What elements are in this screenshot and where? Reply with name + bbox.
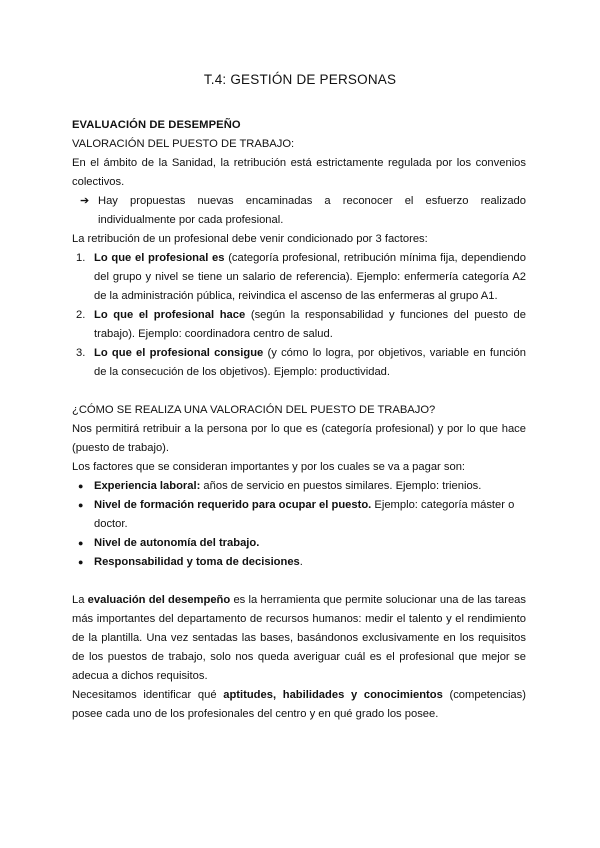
- factor-item: [72, 249, 526, 306]
- document-body: [72, 116, 526, 724]
- para-post: (competencias) posee cada uno de los profesionales del centro y en qué grado los posee.: [72, 689, 526, 720]
- bullet-icon: ●: [78, 481, 84, 491]
- para-bold: aptitudes, habilidades y conocimientos: [223, 689, 443, 701]
- factor-text: (según la responsabilidad y funciones del puesto de trabajo). Ejemplo: coordinadora centro de salud.: [94, 309, 526, 340]
- bullet-list: [72, 477, 526, 572]
- paragraph-evaluacion: [72, 591, 526, 686]
- bullet-bold: Nivel de formación requerido para ocupar el puesto.: [94, 499, 372, 511]
- paragraph-factores: La retribución de un profesional debe venir condicionado por 3 factores:: [72, 233, 428, 245]
- factor-bold: Lo que el profesional hace: [94, 309, 246, 321]
- bullet-item: [72, 496, 526, 534]
- factor-bold: Lo que el profesional es: [94, 252, 225, 264]
- factor-number: 2.: [76, 309, 86, 321]
- section-heading: EVALUACIÓN DE DESEMPEÑO: [72, 119, 241, 131]
- spacer: [72, 382, 526, 401]
- subheading-como: ¿CÓMO SE REALIZA UNA VALORACIÓN DEL PUESTO DE TRABAJO?: [72, 404, 436, 416]
- arrow-icon: ➔: [80, 195, 90, 207]
- paragraph-retribuir: Nos permitirá retribuir a la persona por lo que es (categoría profesional) y por lo que hace (puesto de trabajo).: [72, 423, 526, 454]
- bullet-bold: Nivel de autonomía del trabajo.: [94, 537, 260, 549]
- bullet-icon: ●: [78, 538, 84, 548]
- spacer: [72, 572, 526, 591]
- factor-number: 1.: [76, 252, 86, 264]
- bullet-text: Ejemplo: categoría máster o doctor.: [94, 499, 515, 530]
- factor-text: (y cómo lo logra, por objetivos, variable en función de la consecución de los objetivos). Ejemplo: productividad.: [94, 347, 526, 378]
- paragraph-factores-pagar: Los factores que se consideran importantes y por los cuales se va a pagar son:: [72, 461, 466, 473]
- arrow-list: [72, 192, 526, 230]
- bullet-item: [72, 477, 526, 496]
- factor-item: [72, 306, 526, 344]
- bullet-text: .: [299, 556, 303, 568]
- subheading-valoracion: VALORACIÓN DEL PUESTO DE TRABAJO:: [72, 138, 295, 150]
- bullet-icon: ●: [78, 500, 84, 510]
- factors-list: [72, 249, 526, 382]
- para-pre: La: [72, 594, 88, 606]
- factor-bold: Lo que el profesional consigue: [94, 347, 264, 359]
- paragraph-competencias: [72, 686, 526, 724]
- bullet-item: [72, 553, 526, 572]
- factor-text: (categoría profesional, retribución mínima fija, dependiendo del grupo y nivel se tiene un salario de referencia). Ejemplo: enfermería categoría A2 de la administración pública, reivindica el ascenso de las enfermeras al grupo A1.: [94, 252, 526, 302]
- bullet-icon: ●: [78, 557, 84, 567]
- factor-item: [72, 344, 526, 382]
- bullet-bold: Experiencia laboral:: [94, 480, 201, 492]
- arrow-list-item: [72, 192, 526, 230]
- para-post: es la herramienta que permite solucionar una de las tareas más importantes del departamento de recursos humanos: medir el talento y el rendimiento de la plantilla. Una vez sentadas las bases, basándonos exclusivamente en los requisitos de los puestos de trabajo, solo nos queda averiguar cuál es el profesional que mejor se adecua a dichos requisitos.: [72, 594, 526, 682]
- para-bold: evaluación del desempeño: [87, 594, 231, 606]
- bullet-text: años de servicio en puestos similares. Ejemplo: trienios.: [200, 480, 482, 492]
- page-title: T.4: GESTIÓN DE PERSONAS: [203, 72, 397, 87]
- factor-number: 3.: [76, 347, 86, 359]
- bullet-bold: Responsabilidad y toma de decisiones: [94, 556, 300, 568]
- paragraph-sanidad: En el ámbito de la Sanidad, la retribución está estrictamente regulada por los convenios colectivos.: [72, 157, 526, 188]
- arrow-item-text: Hay propuestas nuevas encaminadas a reconocer el esfuerzo realizado individualmente por cada profesional.: [98, 195, 526, 226]
- para-pre: Necesitamos identificar qué: [72, 689, 224, 701]
- bullet-item: [72, 534, 526, 553]
